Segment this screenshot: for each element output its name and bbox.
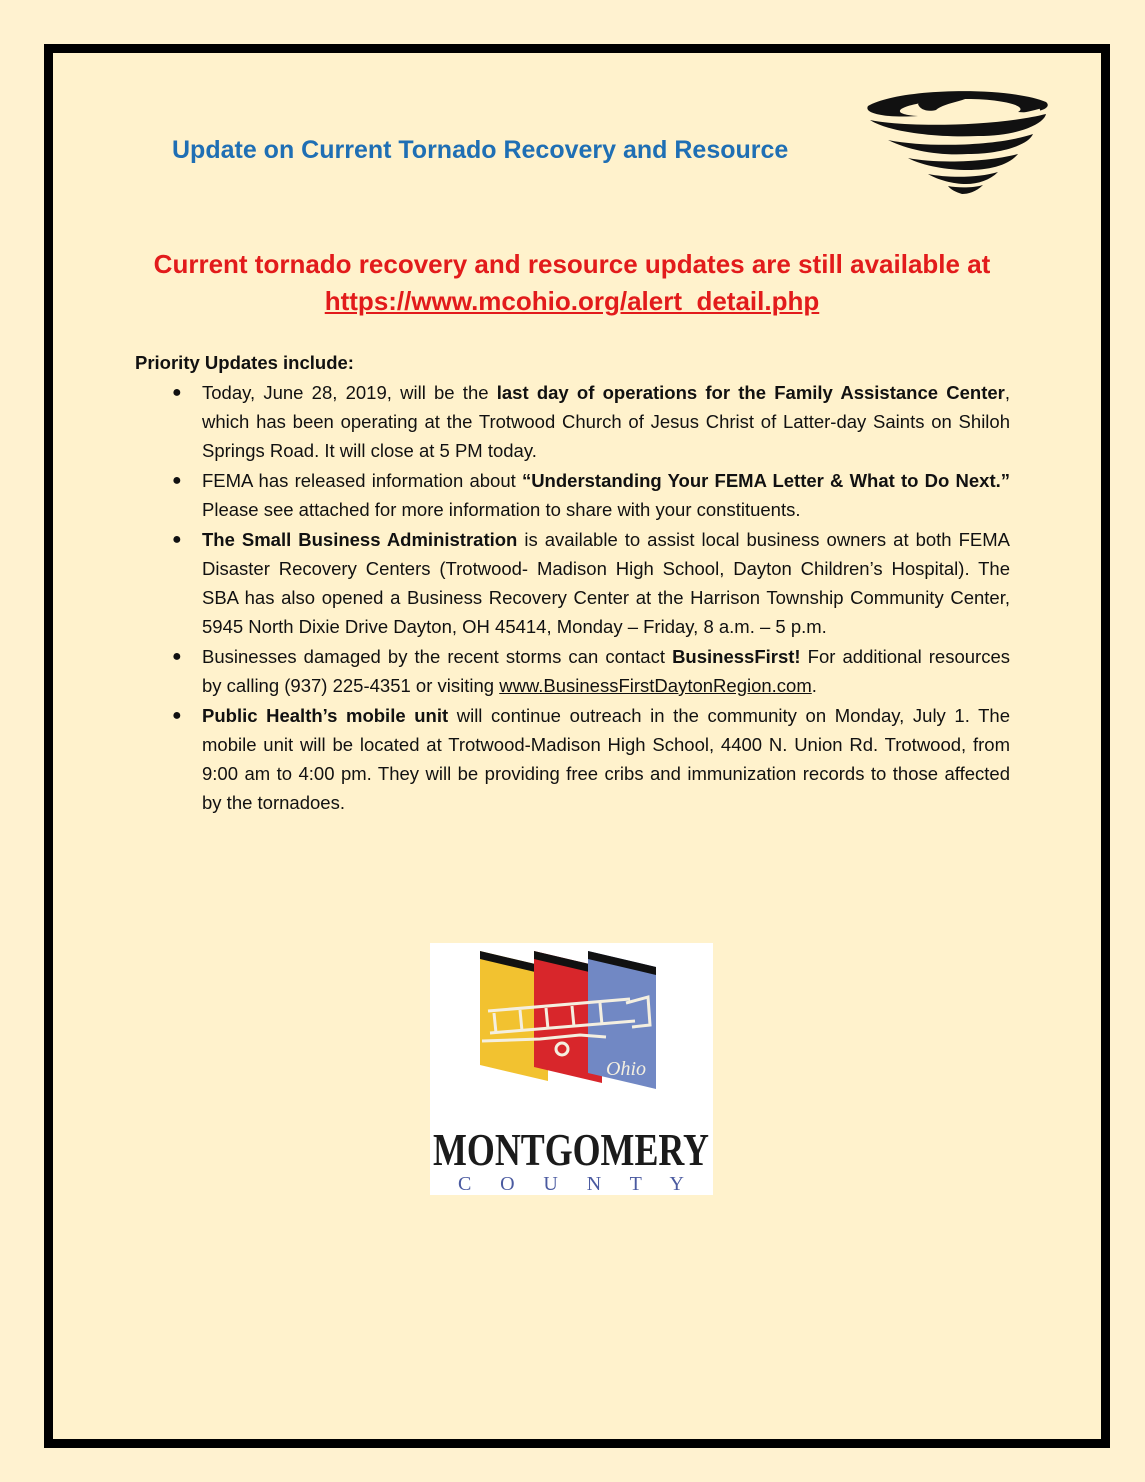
updates-list xyxy=(152,378,1010,818)
bullet-icon: ● xyxy=(172,648,182,665)
item-text: will continue outreach in the community on Monday, July 1. The mobile unit will be located at Trotwood-Madison High School, 4400 N. Union Rd. Trotwood, from 9:00 am to 4:00 pm. They will be providing free cribs and immunization records to those affected by the tornadoes. xyxy=(202,705,1010,813)
headline-text: Current tornado recovery and resource updates are still available at xyxy=(153,249,991,279)
list-item xyxy=(152,378,1010,465)
list-item xyxy=(152,466,1010,524)
item-text: For additional resources by calling (937) 225-4351 or visiting xyxy=(202,646,1011,696)
item-text: . xyxy=(811,675,817,696)
item-bold: Public Health’s mobile unit xyxy=(202,705,449,726)
businessfirst-link[interactable]: www.BusinessFirstDaytonRegion.com xyxy=(499,675,812,696)
bullet-icon: ● xyxy=(172,707,182,724)
item-bold: “Understanding Your FEMA Letter & What to Do Next.” xyxy=(521,470,1010,491)
bullet-icon: ● xyxy=(172,531,182,548)
bullet-icon: ● xyxy=(172,384,182,401)
item-bold: The Small Business Administration xyxy=(202,529,518,550)
item-text: Today, June 28, 2019, will be the xyxy=(202,382,497,403)
montgomery-county-logo xyxy=(430,943,713,1195)
tornado-icon xyxy=(858,84,1058,196)
headline xyxy=(100,246,1044,320)
logo-state: Ohio xyxy=(606,1058,646,1080)
bullet-icon: ● xyxy=(172,472,182,489)
item-bold: BusinessFirst! xyxy=(672,646,801,667)
item-text: Businesses damaged by the recent storms can contact xyxy=(202,646,673,667)
item-text: Please see attached for more information to share with your constituents. xyxy=(202,499,801,520)
item-text: is available to assist local business owners at both FEMA Disaster Recovery Centers (Trotwood- Madison High School, Dayton Children’s Hospital). The SBA has also opened a Business Recovery Center at the Harrison Township Community Center, 5945 North Dixie Drive Dayton, OH 45414, Monday – Friday, 8 a.m. – 5 p.m. xyxy=(202,529,1010,637)
item-text: , which has been operating at the Trotwood Church of Jesus Christ of Latter-day Saints on Shiloh Springs Road. It will close at 5 PM today. xyxy=(202,382,1011,461)
priority-label: Priority Updates include: xyxy=(135,352,354,373)
list-item xyxy=(152,525,1010,641)
item-bold: last day of operations for the Family Assistance Center xyxy=(496,382,1005,403)
list-item xyxy=(152,701,1010,817)
item-text: FEMA has released information about xyxy=(202,470,522,491)
alert-detail-link[interactable]: https://www.mcohio.org/alert_detail.php xyxy=(324,286,820,316)
logo-sub: C O U N T Y xyxy=(458,1173,684,1195)
list-item xyxy=(152,642,1010,700)
page-title: Update on Current Tornado Recovery and Resource xyxy=(172,136,789,164)
logo-name: MONTGOMERY xyxy=(433,1124,709,1175)
